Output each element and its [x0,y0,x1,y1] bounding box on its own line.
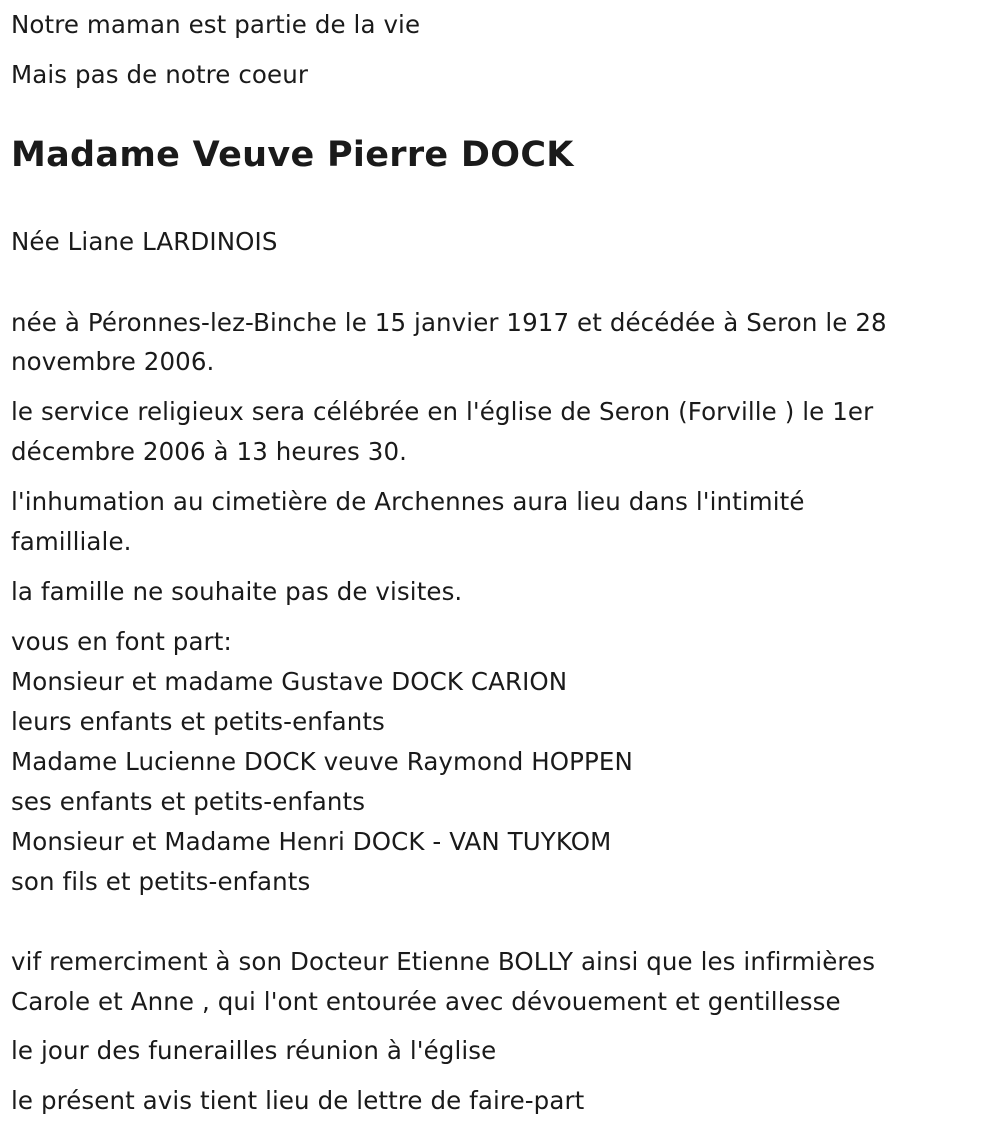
deceased-name: Madame Veuve Pierre DOCK [11,135,574,175]
burial-line-2: familliale. [11,527,132,556]
service-line-1: le service religieux sera célébrée en l'église de Seron (Forville ) le 1er [11,397,874,426]
burial-line-1: l'inhumation au cimetière de Archennes aura lieu dans l'intimité [11,487,805,516]
visits-notice: la famille ne souhaite pas de visites. [11,577,463,606]
family-member: ses enfants et petits-enfants [11,787,366,816]
birth-death-line-2: novembre 2006. [11,347,215,376]
epigraph-line-1: Notre maman est partie de la vie [11,10,421,39]
family-member: leurs enfants et petits-enfants [11,707,385,736]
family-member: Madame Lucienne DOCK veuve Raymond HOPPEN [11,747,633,776]
family-intro: vous en font part: [11,627,232,656]
faire-part-notice: le présent avis tient lieu de lettre de faire-part [11,1086,585,1115]
family-member: Monsieur et Madame Henri DOCK - VAN TUYKOM [11,827,612,856]
thanks-line-1: vif remerciment à son Docteur Etienne BOLLY ainsi que les infirmières [11,947,876,976]
family-member: son fils et petits-enfants [11,867,311,896]
service-line-2: décembre 2006 à 13 heures 30. [11,437,408,466]
family-member: Monsieur et madame Gustave DOCK CARION [11,667,568,696]
maiden-name: Née Liane LARDINOIS [11,227,278,256]
reunion-notice: le jour des funerailles réunion à l'église [11,1036,497,1065]
birth-death-line-1: née à Péronnes-lez-Binche le 15 janvier 1917 et décédée à Seron le 28 [11,308,887,337]
epigraph-line-2: Mais pas de notre coeur [11,60,308,89]
thanks-line-2: Carole et Anne , qui l'ont entourée avec dévouement et gentillesse [11,987,841,1016]
